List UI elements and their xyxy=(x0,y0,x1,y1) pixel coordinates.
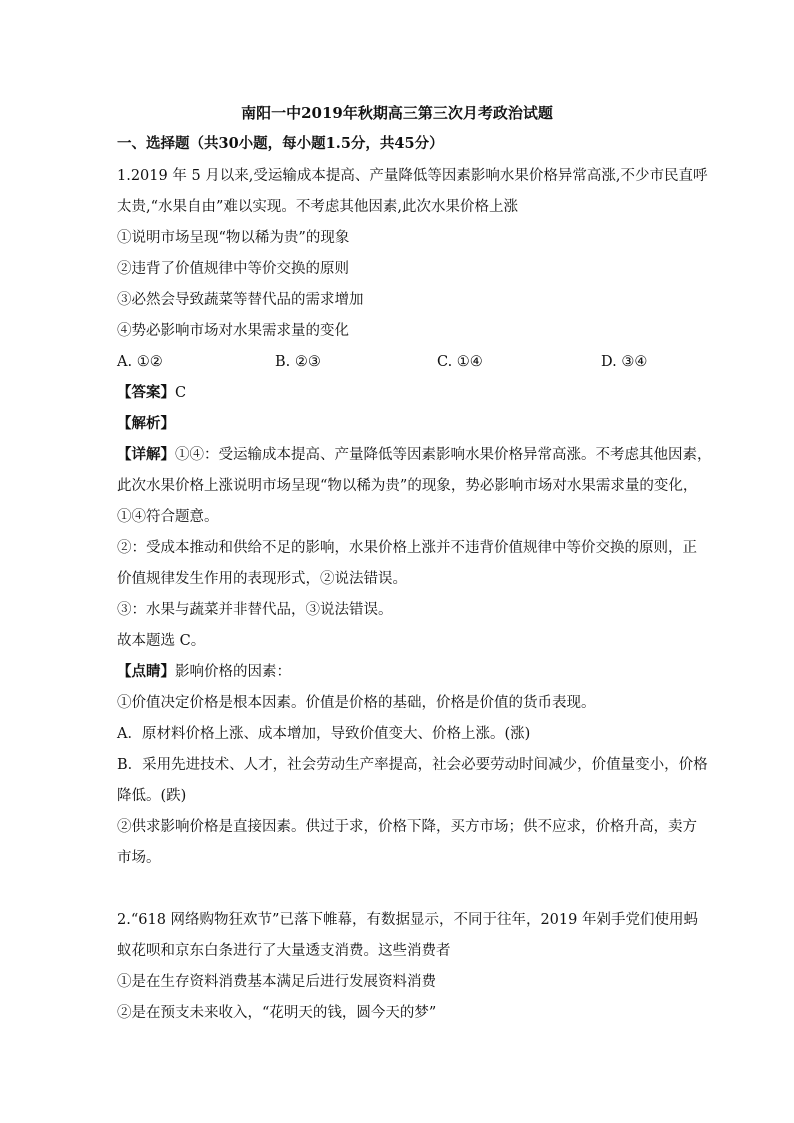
page-title: 南阳一中2019年秋期高三第三次月考政治试题 xyxy=(241,104,553,122)
q1-option-d: D. ③④ xyxy=(601,354,648,370)
section-heading: 一、选择题（共30小题，每小题1.5分，共45分） xyxy=(117,135,444,152)
q1-tip-line5: ②供求影响价格是直接因素。供过于求，价格下降，买方市场；供不应求，价格升高，卖方 xyxy=(117,819,697,835)
q1-tip-line6: 市场。 xyxy=(117,850,161,866)
q1-tip-line2: A．原材料价格上涨、成本增加，导致价值变大、价格上涨。(涨) xyxy=(117,726,531,742)
q1-detail-line6: ③：水果与蔬菜并非替代品，③说法错误。 xyxy=(117,602,393,618)
q1-analysis-heading xyxy=(117,414,175,434)
q1-item-2: ②违背了价值规律中等价交换的原则 xyxy=(117,261,349,277)
q1-stem-line1: 1.2019 年 5 月以来,受运输成本提高、产量降低等因素影响水果价格异常高涨,不少市民直呼 xyxy=(117,168,708,184)
analysis-tag: 【解析】 xyxy=(117,415,175,432)
q1-tip-heading xyxy=(117,662,291,682)
q1-tip-line4: 降低。(跌) xyxy=(117,788,187,804)
tip-tag: 【点睛】 xyxy=(117,663,175,680)
q1-detail-line2: 此次水果价格上涨说明市场呈现“物以稀为贵”的现象，势必影响市场对水果需求量的变化， xyxy=(117,478,698,494)
answer-tag: 【答案】 xyxy=(117,384,175,401)
q1-stem-line2: 太贵,“水果自由”难以实现。不考虑其他因素,此次水果价格上涨 xyxy=(117,199,519,215)
tip-title: 影响价格的因素： xyxy=(175,664,291,680)
q1-detail-line5: 价值规律发生作用的表现形式，②说法错误。 xyxy=(117,571,407,587)
q1-option-c: C. ①④ xyxy=(437,354,483,370)
q1-tip-line1: ①价值决定价格是根本因素。价值是价格的基础，价格是价值的货币表现。 xyxy=(117,695,596,711)
q1-option-a: A. ①② xyxy=(117,354,163,370)
q1-item-3: ③必然会导致蔬菜等替代品的需求增加 xyxy=(117,292,364,308)
answer-value: C xyxy=(175,385,187,401)
q1-detail-line3: ①④符合题意。 xyxy=(117,509,219,525)
detail-tag: 【详解】 xyxy=(117,446,175,463)
q2-item-2: ②是在预支未来收入，“花明天的钱，圆今天的梦” xyxy=(117,1005,437,1021)
detail-text-1: ①④：受运输成本提高、产量降低等因素影响水果价格异常高涨。不考虑其他因素， xyxy=(175,447,712,463)
q1-item-1: ①说明市场呈现“物以稀为贵”的现象 xyxy=(117,230,350,246)
q1-detail-line4: ②：受成本推动和供给不足的影响，水果价格上涨并不违背价值规律中等价交换的原则，正 xyxy=(117,540,697,556)
q2-item-1: ①是在生存资料消费基本满足后进行发展资料消费 xyxy=(117,974,436,990)
q1-option-b: B. ②③ xyxy=(275,354,321,370)
q1-tip-line3: B．采用先进技术、人才，社会劳动生产率提高，社会必要劳动时间减少，价值量变小，价格 xyxy=(117,757,708,773)
q1-item-4: ④势必影响市场对水果需求量的变化 xyxy=(117,323,349,339)
q1-answer xyxy=(117,383,186,403)
q1-detail-line1 xyxy=(117,445,712,465)
q2-stem-line1: 2.“618 网络购物狂欢节”已落下帷幕，有数据显示，不同于往年，2019 年剁手党们使用蚂 xyxy=(117,912,698,928)
q1-detail-line7: 故本题选 C。 xyxy=(117,633,206,649)
q2-stem-line2: 蚁花呗和京东白条进行了大量透支消费。这些消费者 xyxy=(117,943,451,959)
